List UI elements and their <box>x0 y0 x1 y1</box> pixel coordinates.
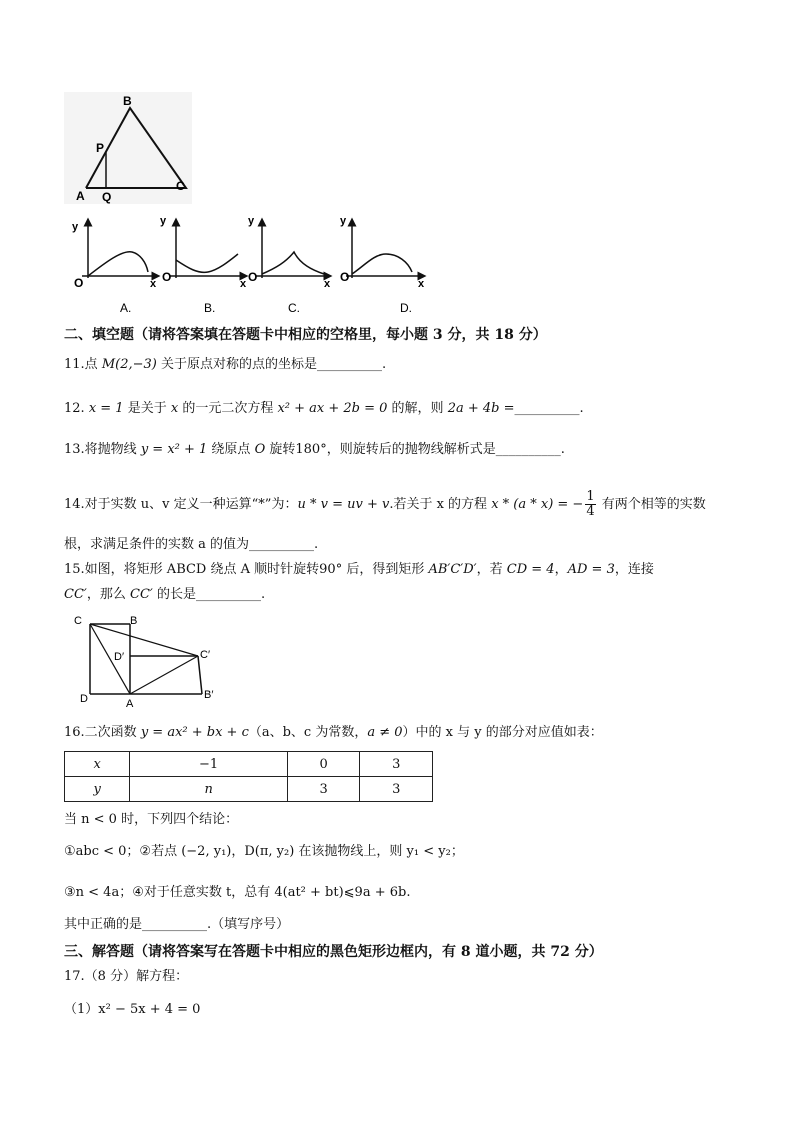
option-letter-a: A. <box>120 301 132 315</box>
q14-text-line2: 根，求满足条件的实数 a 的值为 <box>64 537 250 552</box>
q13-origin: O <box>254 442 266 457</box>
q15-cd: CD = 4 <box>506 562 555 577</box>
q13-function: y = x² + 1 <box>140 442 208 457</box>
q13-answer-blank[interactable]: __________ <box>495 442 561 457</box>
q17-title: 17.（8 分）解方程： <box>64 969 189 984</box>
label-a: A <box>76 189 85 203</box>
graph-option-a[interactable] <box>72 221 157 315</box>
q16-answer-line <box>64 916 289 934</box>
q12-equation: x² + ax + 2b = 0 <box>277 401 388 416</box>
q12-condition: x = 1 <box>88 401 124 416</box>
q16-conclusions-2: ③n < 4a；④对于任意实数 t，总有 4(at² + bt)⩽9a + 6b. <box>64 885 411 900</box>
table-cell: 3 <box>360 752 433 777</box>
question-16-intro <box>64 724 603 742</box>
q16-conclusions-1: ①abc < 0；②若点 (−2, y₁)，D(π, y₂) 在该抛物线上，则 y₁ < y₂； <box>64 844 464 859</box>
table-cell: 0 <box>287 752 360 777</box>
table-cell: −1 <box>130 752 288 777</box>
q14-text-c: 有两个相等的实数 <box>597 497 706 512</box>
graph-option-d[interactable] <box>340 215 425 315</box>
table-cell: y <box>65 777 130 802</box>
q14-frac-denominator: 4 <box>586 504 595 519</box>
option-letter-c: C. <box>288 301 300 315</box>
q15-text-c: ，若 <box>476 562 507 577</box>
graph-options <box>62 210 432 320</box>
q16-text-a: 16.二次函数 <box>64 725 141 740</box>
q14-text-a: 14.对于实数 u、v 定义一种运算“*”为： <box>64 497 298 512</box>
q15-ad: AD = 3 <box>567 562 615 577</box>
q14-end: . <box>314 537 319 552</box>
table-row <box>65 752 433 777</box>
q15-cc1: CC′ <box>64 587 87 602</box>
table-cell: x <box>65 752 130 777</box>
q12-text2: 的一元二次方程 <box>178 401 278 416</box>
q16-text-ans: 其中正确的是 <box>64 917 143 932</box>
question-14-line1 <box>64 490 706 519</box>
q16-condition: a ≠ 0 <box>367 725 403 740</box>
table-cell: 3 <box>360 777 433 802</box>
axis-y-a: y <box>72 221 79 233</box>
q12-prefix: 12. <box>64 401 89 416</box>
q11-end: . <box>381 357 387 372</box>
axis-x-c: x <box>324 278 331 290</box>
q15-text-f: 的长是 <box>152 587 196 602</box>
q14-definition: u * v = uv + v <box>297 497 390 512</box>
axis-x-a: x <box>150 278 157 290</box>
q14-answer-blank[interactable]: __________ <box>249 537 315 552</box>
q13-angle: 180° <box>295 442 327 457</box>
question-15-line1 <box>64 561 654 579</box>
q15-rect: AB′C′D′ <box>428 562 477 577</box>
q11-answer-blank[interactable]: __________ <box>316 357 382 372</box>
q16-function: y = ax² + bx + c <box>140 725 249 740</box>
q12-text1: 是关于 <box>123 401 171 416</box>
question-14-line2 <box>64 536 318 554</box>
q15-text-a: 15.如图，将矩形 ABCD 绕点 A 顺时针旋转 <box>64 562 320 577</box>
question-12 <box>64 400 584 418</box>
q12-end: . <box>579 401 584 416</box>
q13-text3: ，则旋转后的抛物线解析式是 <box>326 442 496 457</box>
q11-prefix: 11.点 <box>64 357 102 372</box>
table-row <box>65 777 433 802</box>
q14-frac-numerator: 1 <box>586 489 595 504</box>
q12-var: x <box>170 401 179 416</box>
section2-heading: 二、填空题（请将答案填在答题卡中相应的空格里，每小题 3 分，共 18 分） <box>64 327 547 343</box>
q12-answer-blank[interactable]: __________ <box>514 401 580 416</box>
rect-label-b-prime: B′ <box>204 689 214 701</box>
q16-text-c: ）中的 x 与 y 的部分对应值如表： <box>402 725 603 740</box>
q12-expression: 2a + 4b = <box>447 401 515 416</box>
q15-text-d: ，连接 <box>614 562 654 577</box>
q12-text3: 的解，则 <box>387 401 448 416</box>
q14-equation: x * (a * x) = − <box>491 497 584 512</box>
rect-label-c: C <box>74 615 82 627</box>
q16-value-table <box>64 751 433 802</box>
question-13 <box>64 441 565 459</box>
q15-end: . <box>261 587 266 602</box>
q15-text-b: 后，得到矩形 <box>342 562 429 577</box>
question-11 <box>64 356 386 374</box>
rect-label-d-prime: D′ <box>114 651 125 663</box>
origin-c: O <box>248 270 258 284</box>
axis-y-c: y <box>248 215 255 227</box>
q16-answer-blank[interactable]: __________ <box>142 917 208 932</box>
q15-answer-blank[interactable]: __________ <box>196 587 261 602</box>
origin-d: O <box>340 270 350 284</box>
rectangle-figure <box>70 612 230 712</box>
option-letter-d: D. <box>400 301 412 315</box>
table-cell: n <box>130 777 288 802</box>
q14-fraction <box>585 490 595 519</box>
axis-y-b: y <box>160 215 167 227</box>
label-p: P <box>96 141 105 155</box>
triangle-figure <box>64 92 192 204</box>
q11-text: 关于原点对称的点的坐标是 <box>156 357 317 372</box>
label-q: Q <box>102 190 112 204</box>
q15-angle: 90° <box>319 562 343 577</box>
q17-part1: （1）x² − 5x + 4 = 0 <box>64 1002 201 1017</box>
axis-y-d: y <box>340 215 347 227</box>
q13-text1: 绕原点 <box>207 442 255 457</box>
q16-text-b: （a、b、c 为常数， <box>248 725 368 740</box>
q16-when: 当 n < 0 时，下列四个结论： <box>64 812 239 827</box>
q15-sep: ， <box>554 562 568 577</box>
q13-end: . <box>560 442 565 457</box>
axis-x-d: x <box>418 278 425 290</box>
option-letter-b: B. <box>204 301 216 315</box>
rect-label-d: D <box>80 693 88 705</box>
section3-heading: 三、解答题（请将答案写在答题卡中相应的黑色矩形边框内，有 8 道小题，共 72 分） <box>64 944 603 960</box>
table-cell: 3 <box>287 777 360 802</box>
axis-x-b: x <box>240 278 247 290</box>
graph-option-c[interactable] <box>248 215 331 315</box>
q11-point: M(2,−3) <box>101 357 157 372</box>
q13-text2: 旋转 <box>265 442 296 457</box>
q14-text-b: .若关于 x 的方程 <box>389 497 492 512</box>
rect-label-b: B <box>130 615 138 627</box>
q15-cc2: CC′ <box>130 587 153 602</box>
q13-prefix: 13.将抛物线 <box>64 442 141 457</box>
label-b: B <box>123 94 132 108</box>
origin-a: O <box>74 276 84 290</box>
q15-text-e: ，那么 <box>86 587 130 602</box>
origin-b: O <box>162 270 172 284</box>
question-15-line2 <box>64 586 265 604</box>
graph-option-b[interactable] <box>160 215 247 315</box>
rect-label-c-prime: C′ <box>200 649 211 661</box>
label-c: C <box>176 179 185 193</box>
rect-label-a: A <box>126 698 134 710</box>
q16-text-ans-end: .（填写序号） <box>207 917 290 932</box>
